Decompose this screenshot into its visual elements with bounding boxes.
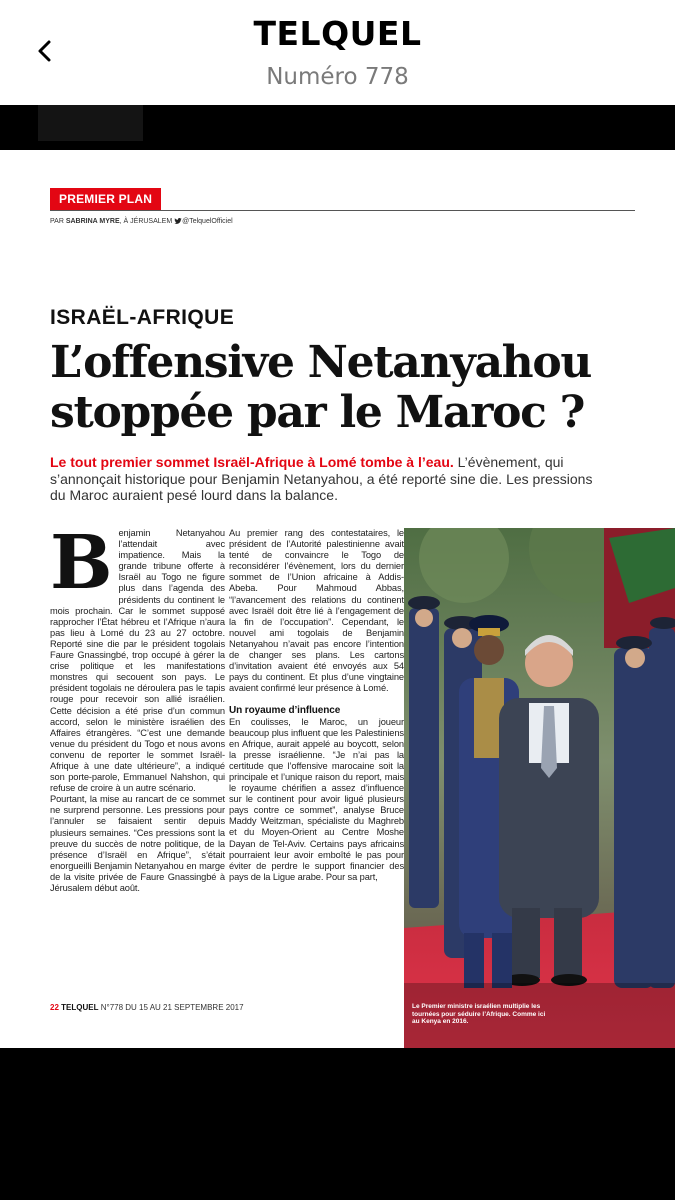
paragraph: Pourtant, la mise au rancart de ce sommet ne surprend personne. Les pressions pour l’annuler se faisaient sentir depuis plusieurs semaines. “Ces pressions sont la preuve du succès de notre politique, de la présence d’Israël en Afrique”, s’était enorgueilli Benjamin Netanyahou en marge de la visite privée de Faure Gnassingbé à Jérusalem début août.: [50, 794, 225, 893]
drop-cap: B: [50, 520, 113, 606]
paragraph: enjamin Netanyahou l’attendait avec impatience. Mais la grande tribune offerte à Israël au Togo ne figure plus dans l’agenda des présidents du continent le mois prochain. Car le sommet supposé rapprocher l’État hébreu et l’Afrique n’aura pas lieu à Lomé du 23 au 27 octobre. Reporté sine die par le président togolais Faure Gnassingbé, trop occupé à gérer la crise politique et les manifestations monstres qui secouent son pays. Le président togolais ne déroulera pas le tapis rouge pour recevoir son allié israélien. Cette décision a été prise d’un commun accord, selon le ministère israélien des Affaires étrangères. “C’est une demande venue du président du Togo et nous avons convenu de reporter le sommet Israël-Afrique à une date ultérieure”, a indiqué son porte-parole, Emmanuel Nahshon, qui refuse de croire à un autre scénario.: [50, 528, 225, 794]
issue-number: Numéro 778: [266, 64, 409, 90]
subheading: Un royaume d’influence: [229, 705, 341, 717]
article-lede: [50, 454, 610, 504]
page-thumbnail[interactable]: [38, 105, 143, 141]
paragraph: En coulisses, le Maroc, un joueur beaucoup plus influent que les Palestiniens en Afrique, aurait appelé au boycott, selon la presse israélienne. “Je n’ai pas la certitude que l’offensive marocaine soit la principale et l’unique raison du report, mais le royaume chérifien a assez d’influence sur le continent pour avoir ligué plusieurs pays contre ce sommet”, analyse Bruce Maddy Weitzman, spécialiste du Maghreb et du Moyen-Orient au Centre Moshe Dayan de Tel-Aviv. Certains pays africains pourraient leur avoir emboîté le pas pour éviter de perdre le support financier des pays de la Ligue arabe. Pour sa part,: [229, 716, 404, 882]
page-number: 22: [50, 1003, 59, 1012]
app-title: TELQUEL: [253, 14, 422, 53]
app-header: [0, 0, 675, 105]
article-photo: [404, 528, 675, 1048]
photo-illustration: [404, 528, 675, 1048]
photo-caption: [412, 1003, 552, 1026]
magazine-page[interactable]: [0, 150, 675, 1048]
headline-line: L’offensive Netanyahou: [50, 337, 592, 388]
article-kicker: ISRAËL-AFRIQUE: [50, 306, 235, 329]
lede-highlight: Le tout premier sommet Israël-Afrique à Lomé tombe à l’eau.: [50, 454, 454, 470]
twitter-handle: @TelquelOfficiel: [182, 218, 233, 225]
caption-lead: Le Premier: [412, 1003, 446, 1011]
article-headline: [50, 338, 650, 438]
folio-magazine: TELQUEL: [61, 1003, 99, 1012]
twitter-icon: [174, 218, 182, 224]
rubric-rule: [50, 210, 635, 211]
page-folio: [50, 1003, 244, 1012]
byline-prefix: PAR: [50, 218, 64, 225]
byline-location: , À JÉRUSALEM: [119, 218, 173, 225]
byline-author: SABRINA MYRE: [65, 218, 120, 225]
folio-issue: N°778 DU 15 AU 21 SEPTEMBRE 2017: [100, 1003, 244, 1012]
caption-text: ministre israélien multiplie les tournées pour séduire l’Afrique. Comme ici au Kenya en 2016.: [412, 1003, 546, 1026]
body-column-2: [229, 528, 404, 883]
lede-text: L’évènement, qui s’annonçait historique pour Benjamin Netanyahou, a été reporté sine die. Les pressions du Maroc auraient pesé lourd dans la balance.: [50, 454, 593, 503]
section-rubric: PREMIER PLAN: [50, 188, 161, 210]
paragraph: Au premier rang des contestataires, le président de l’Autorité palestinienne avait tenté de convaincre le Togo de reconsidérer l’évènement, lors du dernier sommet de l’Union africaine à Addis-Abeba. Pour Mahmoud Abbas, “l’avancement des relations du continent avec Israël doit être lié à l’engagement de la fin de l’occupation”. Cependant, le nouvel ami togolais de Benjamin Netanyahou n’avait pas encore l’intention de changer ses plans. Les cartons d’invitation avaient été envoyés aux 54 pays du continent. Et plus d’une vingtaine avaient confirmé leur présence à Lomé.: [229, 528, 404, 694]
headline-line: stoppée par le Maroc ?: [50, 387, 585, 438]
body-column-1: [50, 520, 225, 894]
byline: [50, 218, 233, 225]
